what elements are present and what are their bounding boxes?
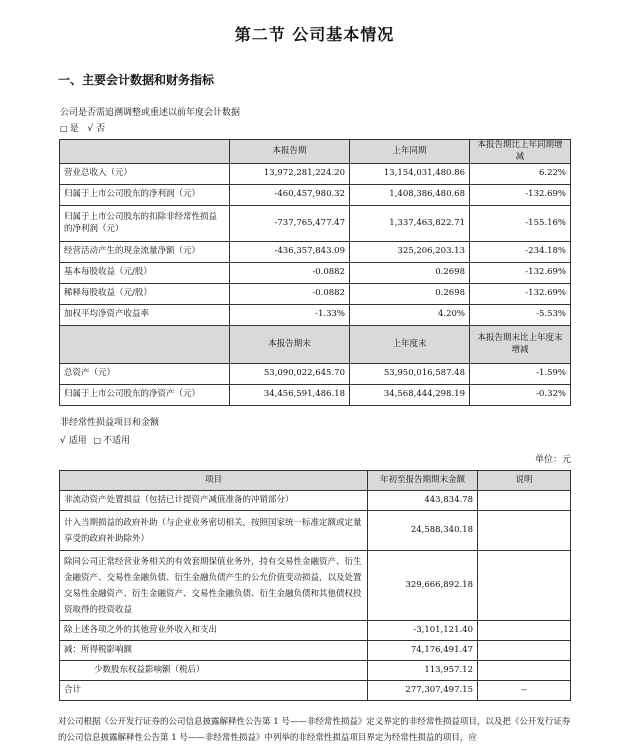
row-label: 合计 — [60, 681, 368, 701]
row-label: 归属于上市公司股东的净资产（元） — [60, 385, 230, 406]
table-header-row — [60, 326, 571, 364]
check-icon: √ — [60, 436, 66, 446]
row-label: 经营活动产生的现金流量净额（元） — [60, 242, 230, 263]
table-row — [60, 681, 571, 701]
note-cell — [478, 621, 571, 641]
unchecked-box-icon: □ — [93, 436, 102, 445]
value-cell: 13,972,281,224.20 — [230, 164, 350, 185]
header-cell: 年初至报告期期末金额 — [368, 471, 478, 491]
value-cell: 113,957.12 — [368, 661, 478, 681]
value-cell: 1,337,463,822.71 — [350, 206, 470, 242]
value-cell: 277,307,497.15 — [368, 681, 478, 701]
value-cell: 6.22% — [470, 164, 571, 185]
row-label: 总资产（元） — [60, 364, 230, 385]
value-cell: 1,408,386,480.68 — [350, 185, 470, 206]
value-cell: -0.32% — [470, 385, 571, 406]
row-label: 归属于上市公司股东的扣除非经常性损益的净利润（元） — [60, 206, 230, 242]
header-cell: 上年同期 — [350, 140, 470, 164]
table-row — [60, 284, 571, 305]
header-cell — [60, 326, 230, 364]
row-label: 除同公司正常经营业务相关的有效套期保值业务外，持有交易性金融资产、衍生金融资产、交易性金融负债、衍生金融负债产生的公允价值变动损益，以及处置交易性金融资产、衍生金融资产、交易性金融负债、衍生金融负债和其他债权投资取得的投资收益 — [60, 551, 368, 621]
table-header-row — [60, 140, 571, 164]
row-label: 稀释每股收益（元/股） — [60, 284, 230, 305]
note-cell — [478, 511, 571, 551]
value-cell: -234.18% — [470, 242, 571, 263]
row-label: 营业总收入（元） — [60, 164, 230, 185]
table-header-row — [60, 471, 571, 491]
applicable-options — [60, 436, 130, 448]
check-icon: √ — [87, 124, 94, 134]
section-title: 第二节 公司基本情况 — [234, 25, 395, 44]
value-cell: -0.0882 — [230, 284, 350, 305]
value-cell: -737,765,477.47 — [230, 206, 350, 242]
table-row — [60, 185, 571, 206]
table-row — [60, 242, 571, 263]
header-cell: 本报告期末比上年度末增减 — [470, 326, 571, 364]
table-row — [60, 164, 571, 185]
header-cell: 本报告期 — [230, 140, 350, 164]
table-row — [60, 305, 571, 326]
value-cell: 4.20% — [350, 305, 470, 326]
note-cell — [478, 641, 571, 661]
value-cell: -460,457,980.32 — [230, 185, 350, 206]
value-cell: -155.16% — [470, 206, 571, 242]
table-row — [60, 364, 571, 385]
note-cell: -- — [478, 681, 571, 701]
header-cell: 本报告期末 — [230, 326, 350, 364]
value-cell: -5.53% — [470, 305, 571, 326]
row-label: 非流动资产处置损益（包括已计提资产减值准备的冲销部分） — [60, 491, 368, 511]
option-yes: 是 — [69, 124, 79, 134]
nonrec-title: 非经常性损益项目和金额 — [60, 418, 160, 428]
header-cell: 本报告期比上年同期增减 — [470, 140, 571, 164]
note-cell — [478, 661, 571, 681]
value-cell: 329,666,892.18 — [368, 551, 478, 621]
nonrecurring-table — [59, 470, 571, 701]
table-row — [60, 491, 571, 511]
table-row — [60, 385, 571, 406]
value-cell: -132.69% — [470, 185, 571, 206]
header-cell: 上年度末 — [350, 326, 470, 364]
header-cell: 项目 — [60, 471, 368, 491]
value-cell: 325,206,203.13 — [350, 242, 470, 263]
heading-main-data: 一、主要会计数据和财务指标 — [58, 73, 215, 87]
footnote-text: 对公司根据《公开发行证券的公司信息披露解释性公告第 1 号——非经常性损益》定义界定的非经常性损益项目，以及把《公开发行证券的公司信息披露解释性公告第 1 号——非经常性损益》中列举的非经常性损益项目界定为经常性损益的项目，应 — [58, 717, 571, 743]
key-financial-table — [59, 139, 571, 406]
restate-question: 公司是否需追溯调整或重述以前年度会计数据 — [60, 108, 241, 118]
row-label: 减：所得税影响额 — [60, 641, 368, 661]
option-not-applicable: 不适用 — [103, 436, 131, 446]
value-cell: 24,588,340.18 — [368, 511, 478, 551]
value-cell: 74,176,491.47 — [368, 641, 478, 661]
value-cell: 53,950,016,587.48 — [350, 364, 470, 385]
row-label: 加权平均净资产收益率 — [60, 305, 230, 326]
row-label: 少数股东权益影响额（税后） — [60, 661, 368, 681]
header-cell: 说明 — [478, 471, 571, 491]
table-row — [60, 551, 571, 621]
row-label: 归属于上市公司股东的净利润（元） — [60, 185, 230, 206]
header-cell — [60, 140, 230, 164]
value-cell: 34,456,591,486.18 — [230, 385, 350, 406]
row-label: 计入当期损益的政府补助（与企业业务密切相关，按照国家统一标准定额或定量享受的政府补助除外） — [60, 511, 368, 551]
value-cell: 443,834.78 — [368, 491, 478, 511]
table-row — [60, 263, 571, 284]
table-row — [60, 661, 571, 681]
value-cell: 13,154,031,480.86 — [350, 164, 470, 185]
table-row — [60, 206, 571, 242]
value-cell: -132.69% — [470, 263, 571, 284]
value-cell: -0.0882 — [230, 263, 350, 284]
table-row — [60, 641, 571, 661]
note-cell — [478, 491, 571, 511]
value-cell: -3,101,121.40 — [368, 621, 478, 641]
row-label: 除上述各项之外的其他营业外收入和支出 — [60, 621, 368, 641]
row-label: 基本每股收益（元/股） — [60, 263, 230, 284]
value-cell: -1.33% — [230, 305, 350, 326]
note-cell — [478, 551, 571, 621]
table-row — [60, 511, 571, 551]
value-cell: -1.59% — [470, 364, 571, 385]
option-no: 否 — [96, 124, 106, 134]
value-cell: 34,568,444,298.19 — [350, 385, 470, 406]
value-cell: -436,357,843.09 — [230, 242, 350, 263]
value-cell: -132.69% — [470, 284, 571, 305]
value-cell: 0.2698 — [350, 263, 470, 284]
restate-options — [60, 124, 105, 136]
unchecked-box-icon: □ — [60, 124, 68, 133]
table-row — [60, 621, 571, 641]
option-applicable: 适用 — [68, 436, 87, 446]
unit-label: 单位：元 — [534, 455, 571, 465]
value-cell: 0.2698 — [350, 284, 470, 305]
value-cell: 53,090,022,645.70 — [230, 364, 350, 385]
